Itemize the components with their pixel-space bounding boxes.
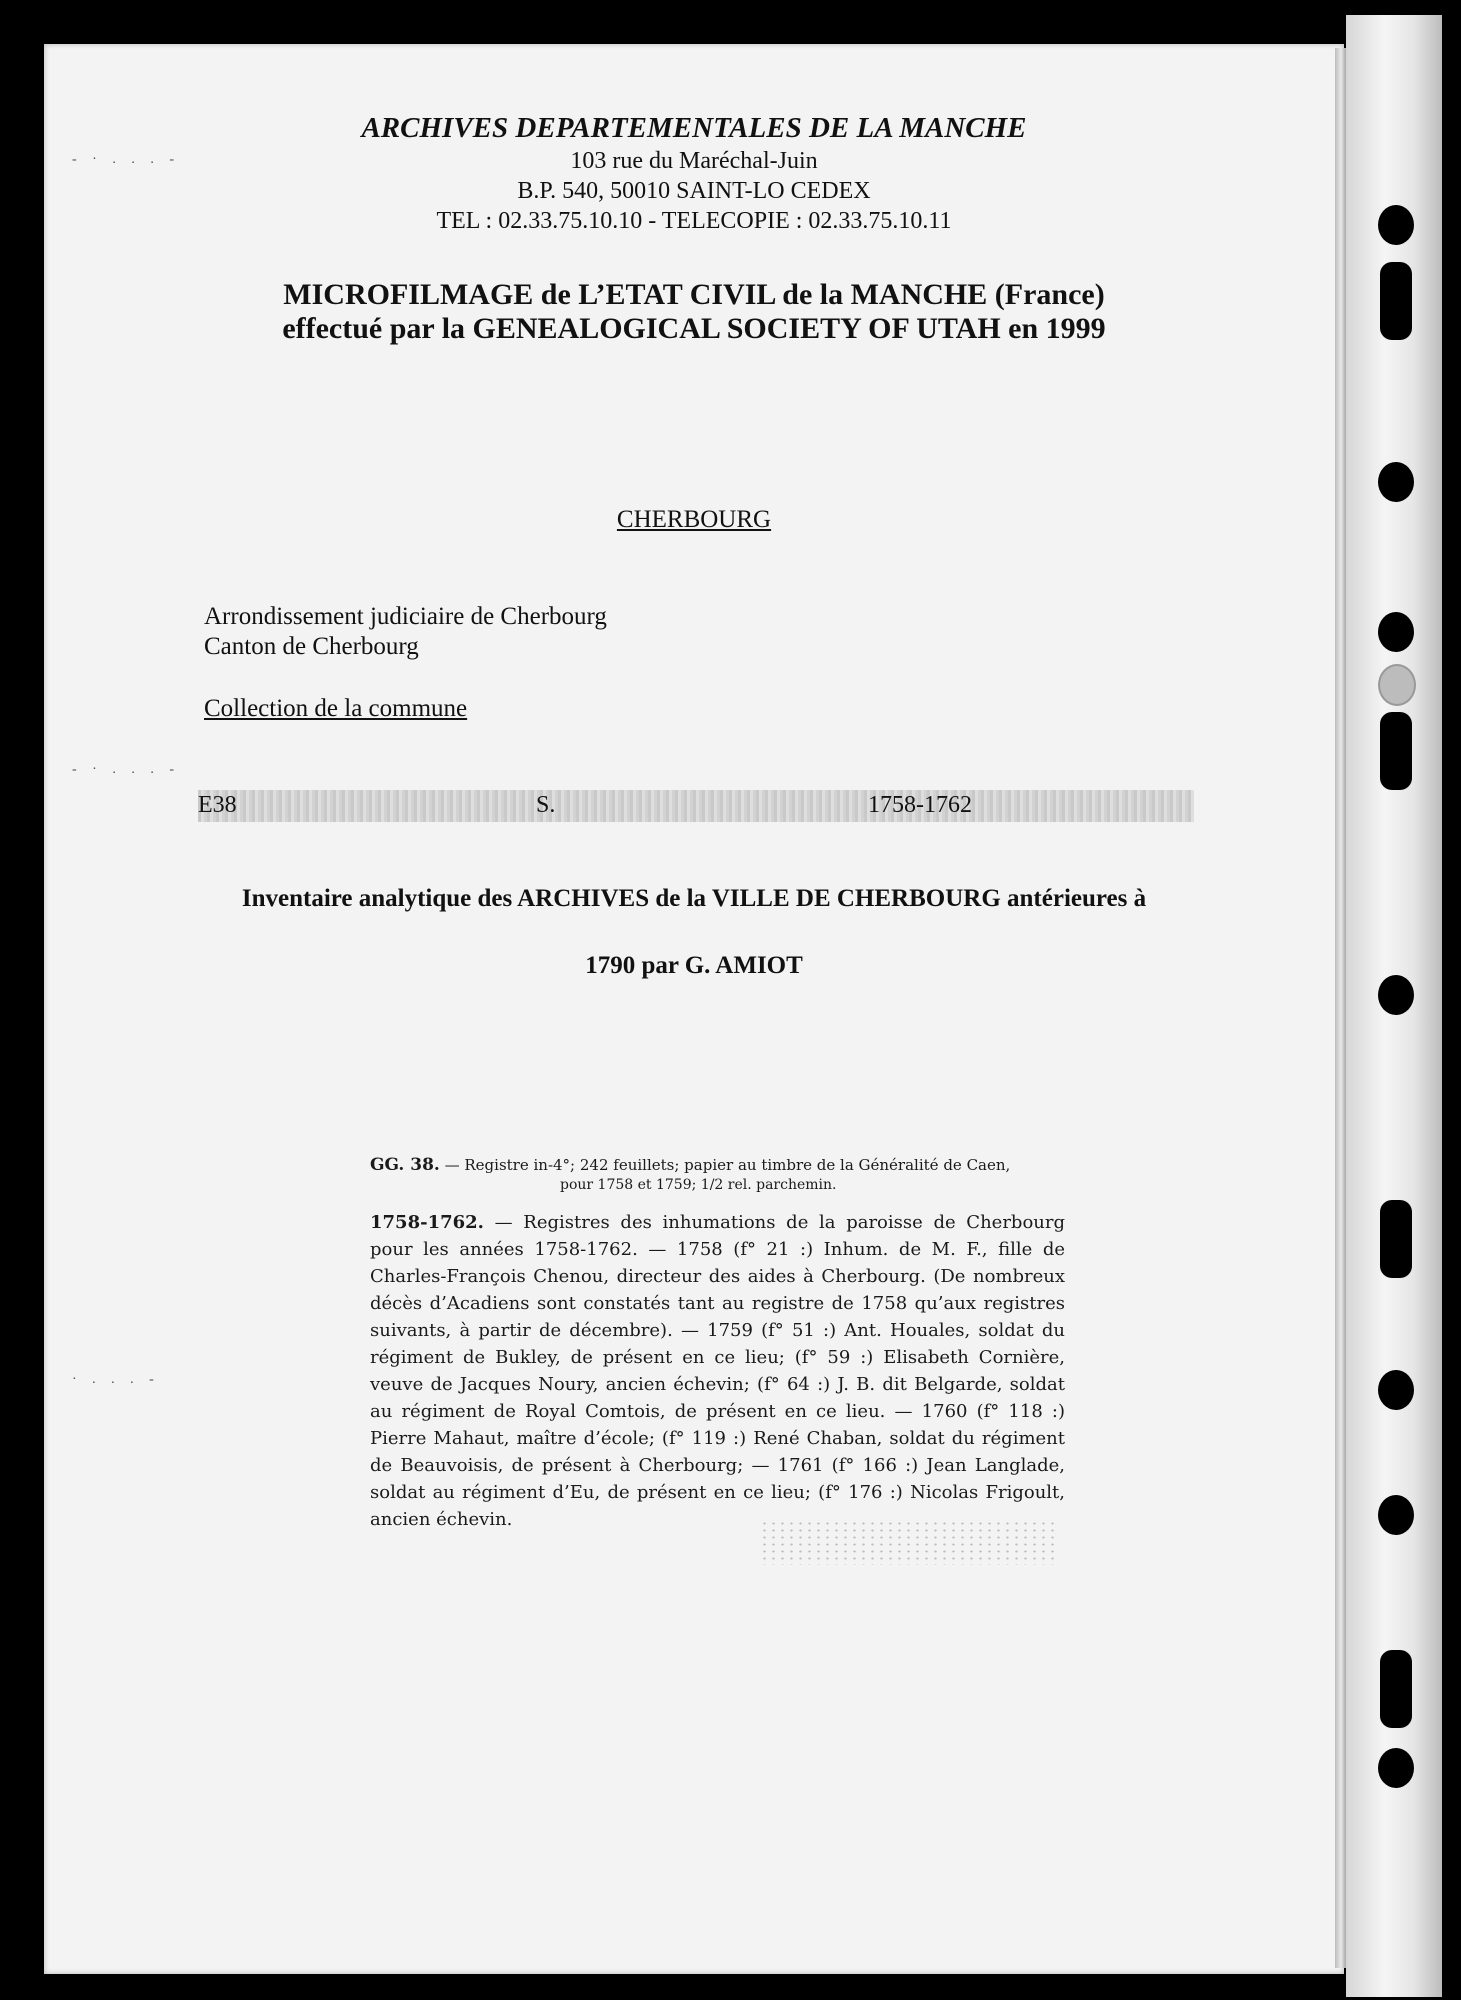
punch-slot — [1380, 1200, 1412, 1278]
margin-mark: - · . . . - — [72, 762, 180, 777]
margin-mark: - · . . . - — [72, 152, 180, 167]
clipping-desc: — Registre in-4°; 242 feuillets; papier au timbre de la Généralité de Caen, — [439, 1156, 1011, 1174]
record-band — [198, 790, 1194, 822]
punch-hole — [1378, 462, 1414, 502]
margin-mark: · . . . - — [72, 1372, 160, 1387]
punch-hole — [1378, 664, 1416, 706]
record-years: 1758-1762 — [868, 792, 972, 818]
clipping-desc-sub: pour 1758 et 1759; 1/2 rel. parchemin. — [560, 1177, 837, 1193]
phone-fax: TEL : 02.33.75.10.10 - TELECOPIE : 02.33.75.10.11 — [436, 208, 952, 234]
clipping-body — [370, 1209, 1065, 1533]
clipping-header — [370, 1155, 1065, 1195]
collection-label: Collection de la commune — [204, 695, 468, 722]
archive-title: ARCHIVES DEPARTEMENTALES DE LA MANCHE — [361, 112, 1027, 144]
ink-speckle — [760, 1520, 1060, 1565]
punch-slot — [1380, 712, 1412, 790]
clipping-ref: GG. 38. — [370, 1155, 440, 1175]
record-type: S. — [536, 792, 556, 818]
inventory-line-1: Inventaire analytique des ARCHIVES de la VILLE DE CHERBOURG antérieures à — [241, 885, 1147, 912]
punch-hole — [1378, 1495, 1414, 1535]
punch-hole — [1378, 612, 1414, 652]
canton: Canton de Cherbourg — [204, 633, 419, 660]
punch-slot — [1380, 262, 1412, 340]
inventory-clipping — [370, 1155, 1065, 1533]
microfilm-line-2: effectué par la GENEALOGICAL SOCIETY OF UTAH en 1999 — [282, 312, 1106, 345]
address-postal: B.P. 540, 50010 SAINT-LO CEDEX — [517, 178, 871, 204]
inventory-line-2: 1790 par G. AMIOT — [585, 952, 803, 979]
microfilm-line-1: MICROFILMAGE de L’ETAT CIVIL de la MANCHE (France) — [283, 278, 1105, 311]
punch-hole — [1378, 205, 1414, 245]
clipping-date: 1758-1762. — [370, 1212, 484, 1233]
commune-title: CHERBOURG — [616, 506, 772, 533]
record-code: E38 — [198, 792, 237, 818]
clipping-text: — Registres des inhumations de la paroisse de Cherbourg pour les années 1758-1762. — 1758 (f° 21 :) Inhum. de M. F., fille de Charles-François Chenou, directeur des aides à Cherbourg. (De nombreux décès d’Acadiens sont constatés tant au registre de 1758 qu’aux registres suivants, à partir de décembre). — 1759 (f° 51 :) Ant. Houales, soldat du régiment de Bukley, de présent en ce lieu; (f° 59 :) Elisabeth Cornière, veuve de Jacques Noury, ancien échevin; (f° 64 :) J. B. dit Belgarde, soldat au régiment de Royal Comtois, de présent en ce lieu. — 1760 (f° 118 :) Pierre Mahaut, maître d’école; (f° 119 :) René Chaban, soldat du régiment de Beauvoisis, de présent à Cherbourg; — 1761 (f° 166 :) Jean Langlade, soldat au régiment d’Eu, de présent en ce lieu; (f° 176 :) Nicolas Frigoult, ancien échevin. — [370, 1212, 1065, 1530]
punch-slot — [1380, 1650, 1412, 1728]
punch-hole — [1378, 1748, 1414, 1788]
punch-hole — [1378, 975, 1414, 1015]
arrondissement: Arrondissement judiciaire de Cherbourg — [204, 603, 607, 630]
punch-hole — [1378, 1370, 1414, 1410]
address-street: 103 rue du Maréchal-Juin — [570, 148, 818, 174]
